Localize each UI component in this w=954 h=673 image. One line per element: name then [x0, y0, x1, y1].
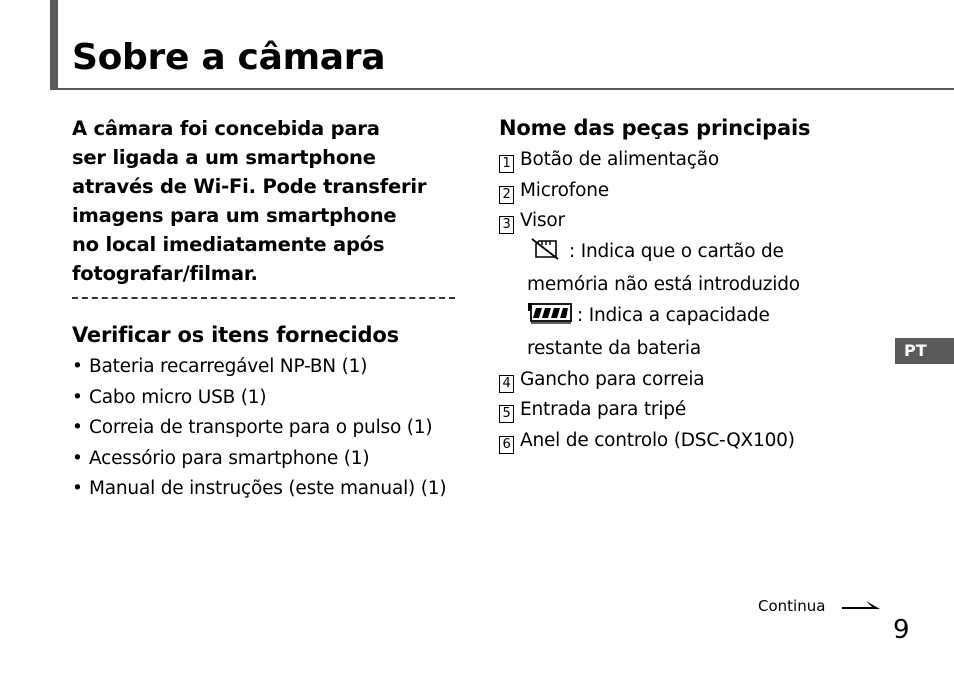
battery-full-icon: [527, 302, 573, 335]
bullet: •: [72, 417, 83, 438]
bullet: •: [72, 386, 83, 408]
visor-note-text: : Indica que o cartão de: [569, 240, 784, 262]
part-label: Microfone: [520, 179, 609, 201]
intro-line: fotografar/filmar.: [72, 262, 258, 285]
part-label: Anel de controlo (DSC-QX100): [520, 429, 795, 451]
visor-note-text: : Indica a capacidade: [577, 304, 770, 326]
page-number: 9: [893, 615, 910, 645]
intro-line: A câmara foi concebida para: [72, 117, 380, 140]
part-number: 4: [499, 375, 514, 393]
part-item: [499, 206, 879, 237]
part-label: Botão de alimentação: [520, 149, 719, 170]
visor-note-continued: restante da bateria: [527, 338, 702, 359]
part-item: [499, 145, 879, 176]
part-item: [499, 176, 879, 207]
title-underline: [50, 88, 954, 90]
dashed-divider: [72, 297, 455, 299]
list-item: • Manual de instruções (este manual) (1): [72, 474, 457, 505]
part-number: 5: [499, 405, 514, 423]
language-tab: PT: [895, 338, 954, 364]
part-label: Gancho para correia: [520, 368, 705, 390]
part-number: 3: [499, 216, 514, 234]
part-number: 2: [499, 186, 514, 204]
part-item: [499, 395, 879, 426]
bullet: •: [72, 356, 83, 377]
bullet: •: [72, 447, 83, 469]
supplied-items-heading: Verificar os itens fornecidos: [72, 323, 399, 347]
parts-list: [499, 145, 879, 456]
intro-paragraph: [72, 114, 462, 288]
part-number: 1: [499, 155, 514, 173]
bullet: •: [72, 478, 83, 499]
visor-note: [499, 301, 879, 335]
part-item: [499, 426, 879, 457]
intro-line: ser ligada a um smartphone: [72, 146, 376, 169]
part-number: 6: [499, 436, 514, 454]
visor-note-continued: memória não está introduzido: [527, 274, 800, 295]
part-label: Entrada para tripé: [520, 399, 686, 420]
continue-arrow-icon: [842, 599, 882, 618]
title-accent-bar: [50, 0, 58, 90]
intro-line: imagens para um smartphone: [72, 204, 397, 227]
visor-note: [499, 237, 879, 271]
list-item: • Bateria recarregável NP-BN (1): [72, 352, 457, 383]
parts-heading: Nome das peças principais: [499, 116, 811, 140]
list-item: • Acessório para smartphone (1): [72, 444, 457, 475]
intro-line: no local imediatamente após: [72, 233, 385, 256]
continue-label: Continua: [758, 597, 826, 615]
no-memory-card-icon: [527, 238, 565, 271]
intro-line: através de Wi-Fi. Pode transferir: [72, 175, 427, 198]
list-item: • Correia de transporte para o pulso (1): [72, 413, 457, 444]
supplied-items-list: [72, 352, 457, 505]
part-item: [499, 365, 879, 396]
part-label: Visor: [520, 210, 565, 231]
page-title: Sobre a câmara: [72, 37, 386, 78]
list-item: • Cabo micro USB (1): [72, 383, 457, 414]
